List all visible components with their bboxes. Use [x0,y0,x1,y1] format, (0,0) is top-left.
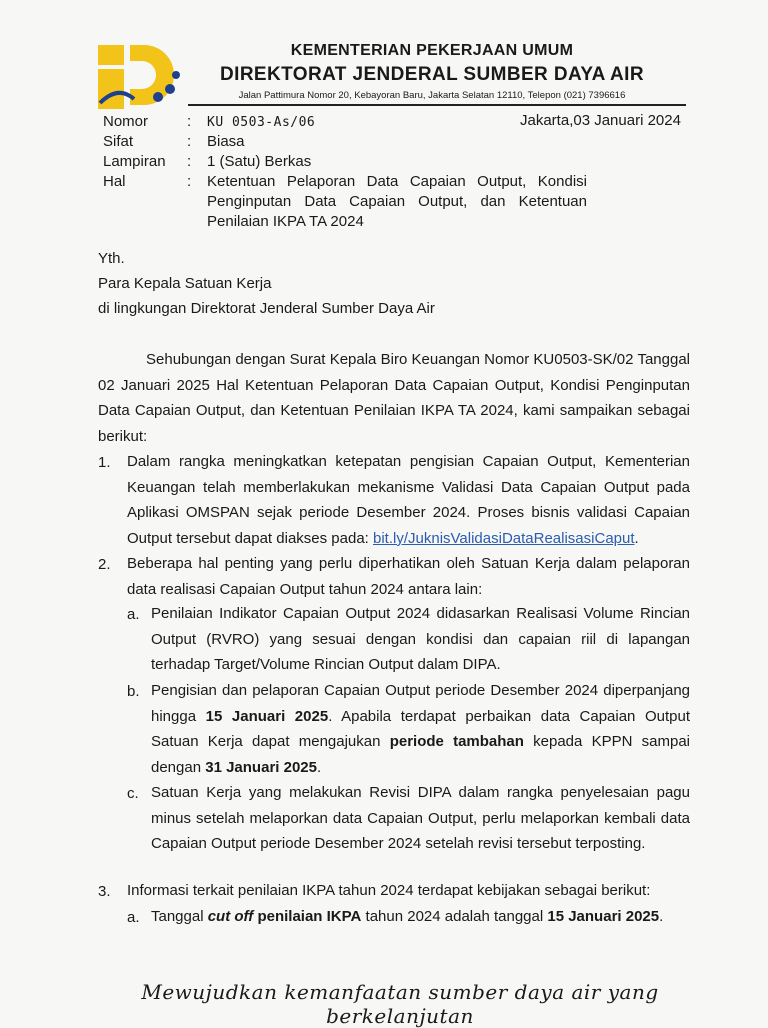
letter-number: KU 0503-As/06 [207,115,316,130]
cut-off-date: 15 Januari 2025 [547,908,660,925]
ministry-address: Jalan Pattimura Nomor 20, Kebayoran Baru, Jakarta Selatan 12110, Telepon (021) 7396616 [238,90,626,101]
header-divider [188,104,686,106]
cut-off-term: cut off [207,908,254,925]
item-2c-label: c. [127,785,139,802]
addressee-line1: Para Kepala Satuan Kerja [98,275,272,292]
deadline-extension: 15 Januari 2025 [205,707,329,725]
item-3a: Tanggal cut off penilaian IKPA tahun 2024 adalah tanggal 15 Januari 2025. [151,908,664,925]
item-2b: Pengisian dan pelaporan Capaian Output periode Desember 2024 diperpanjang hingga 15 Januari 2025. Apabila terdapat perbaikan data Capaian Output Satuan Kerja dapat mengajukan periode tambahan kepada KPPN sampai dengan 31 Januari 2025. [151,682,691,776]
item-3a-label: a. [127,909,140,926]
item-3-number: 3. [98,883,111,900]
addressee-line2: di lingkungan Direktorat Jenderal Sumber Daya Air [98,300,435,317]
item-2b-label: b. [127,683,140,700]
item-2a-label: a. [127,606,140,623]
addressee-yth: Yth. [98,250,125,267]
final-deadline: 31 Januari 2025 [205,758,317,776]
footer-motto: Mewujudkan kemanfaatan sumber daya air yang berkelanjutan [141,980,659,1028]
item-2-number: 2. [98,556,111,573]
ministry-logo [98,45,182,109]
item-1-number: 1. [98,454,111,471]
letter-subject: Ketentuan Pelaporan Data Capaian Output, Kondisi Penginputan Data Capaian Output, dan Ketentuan Penilaian IKPA TA 2024 [207,173,587,230]
directorate-name: DIREKTORAT JENDERAL SUMBER DAYA AIR [220,64,644,85]
item-2a: Penilaian Indikator Capaian Output 2024 didasarkan Realisasi Volume Rincian Output (RVRO) yang sesuai dengan kondisi dan capaian riil di lapangan terhadap Target/Volume Rincian Output dalam DIPA. [151,605,690,674]
juknis-link[interactable]: bit.ly/JuknisValidasiDataRealisasiCaput [373,529,635,547]
item-2: Beberapa hal penting yang perlu diperhatikan oleh Satuan Kerja dalam pelaporan data realisasi Capaian Output tahun 2024 antara lain: [127,555,690,598]
item-3: Informasi terkait penilaian IKPA tahun 2024 terdapat kebijakan sebagai berikut: [127,882,651,899]
ministry-name: KEMENTERIAN PEKERJAAN UMUM [290,42,574,59]
intro-paragraph: Sehubungan dengan Surat Kepala Biro Keuangan Nomor KU0503-SK/02 Tanggal 02 Januari 2025 Hal Ketentuan Pelaporan Data Capaian Output, Kondisi Penginputan Data Capaian Output, dan Ketentuan Penilaian IKPA TA 2024, kami sampaikan sebagai berikut: [98,351,690,445]
letter-date: Jakarta,03 Januari 2024 [520,112,681,129]
item-2c: Satuan Kerja yang melakukan Revisi DIPA dalam rangka penyelesaian pagu minus setelah melaporkan data Capaian Output, perlu melaporkan kembali data Capaian Output periode Desember 2024 setelah revisi tersebut terposting. [151,784,690,853]
item-1: Dalam rangka meningkatkan ketepatan pengisian Capaian Output, Kementerian Keuangan telah memberlakukan mekanisme Validasi Data Capaian Output pada Aplikasi OMSPAN sejak periode Desember 2024. Proses bisnis validasi Capaian Output tersebut dapat diakses pada: bit.ly/JuknisValidasiDataRealisasiCaput. [127,453,690,547]
additional-period: periode tambahan [389,733,524,751]
